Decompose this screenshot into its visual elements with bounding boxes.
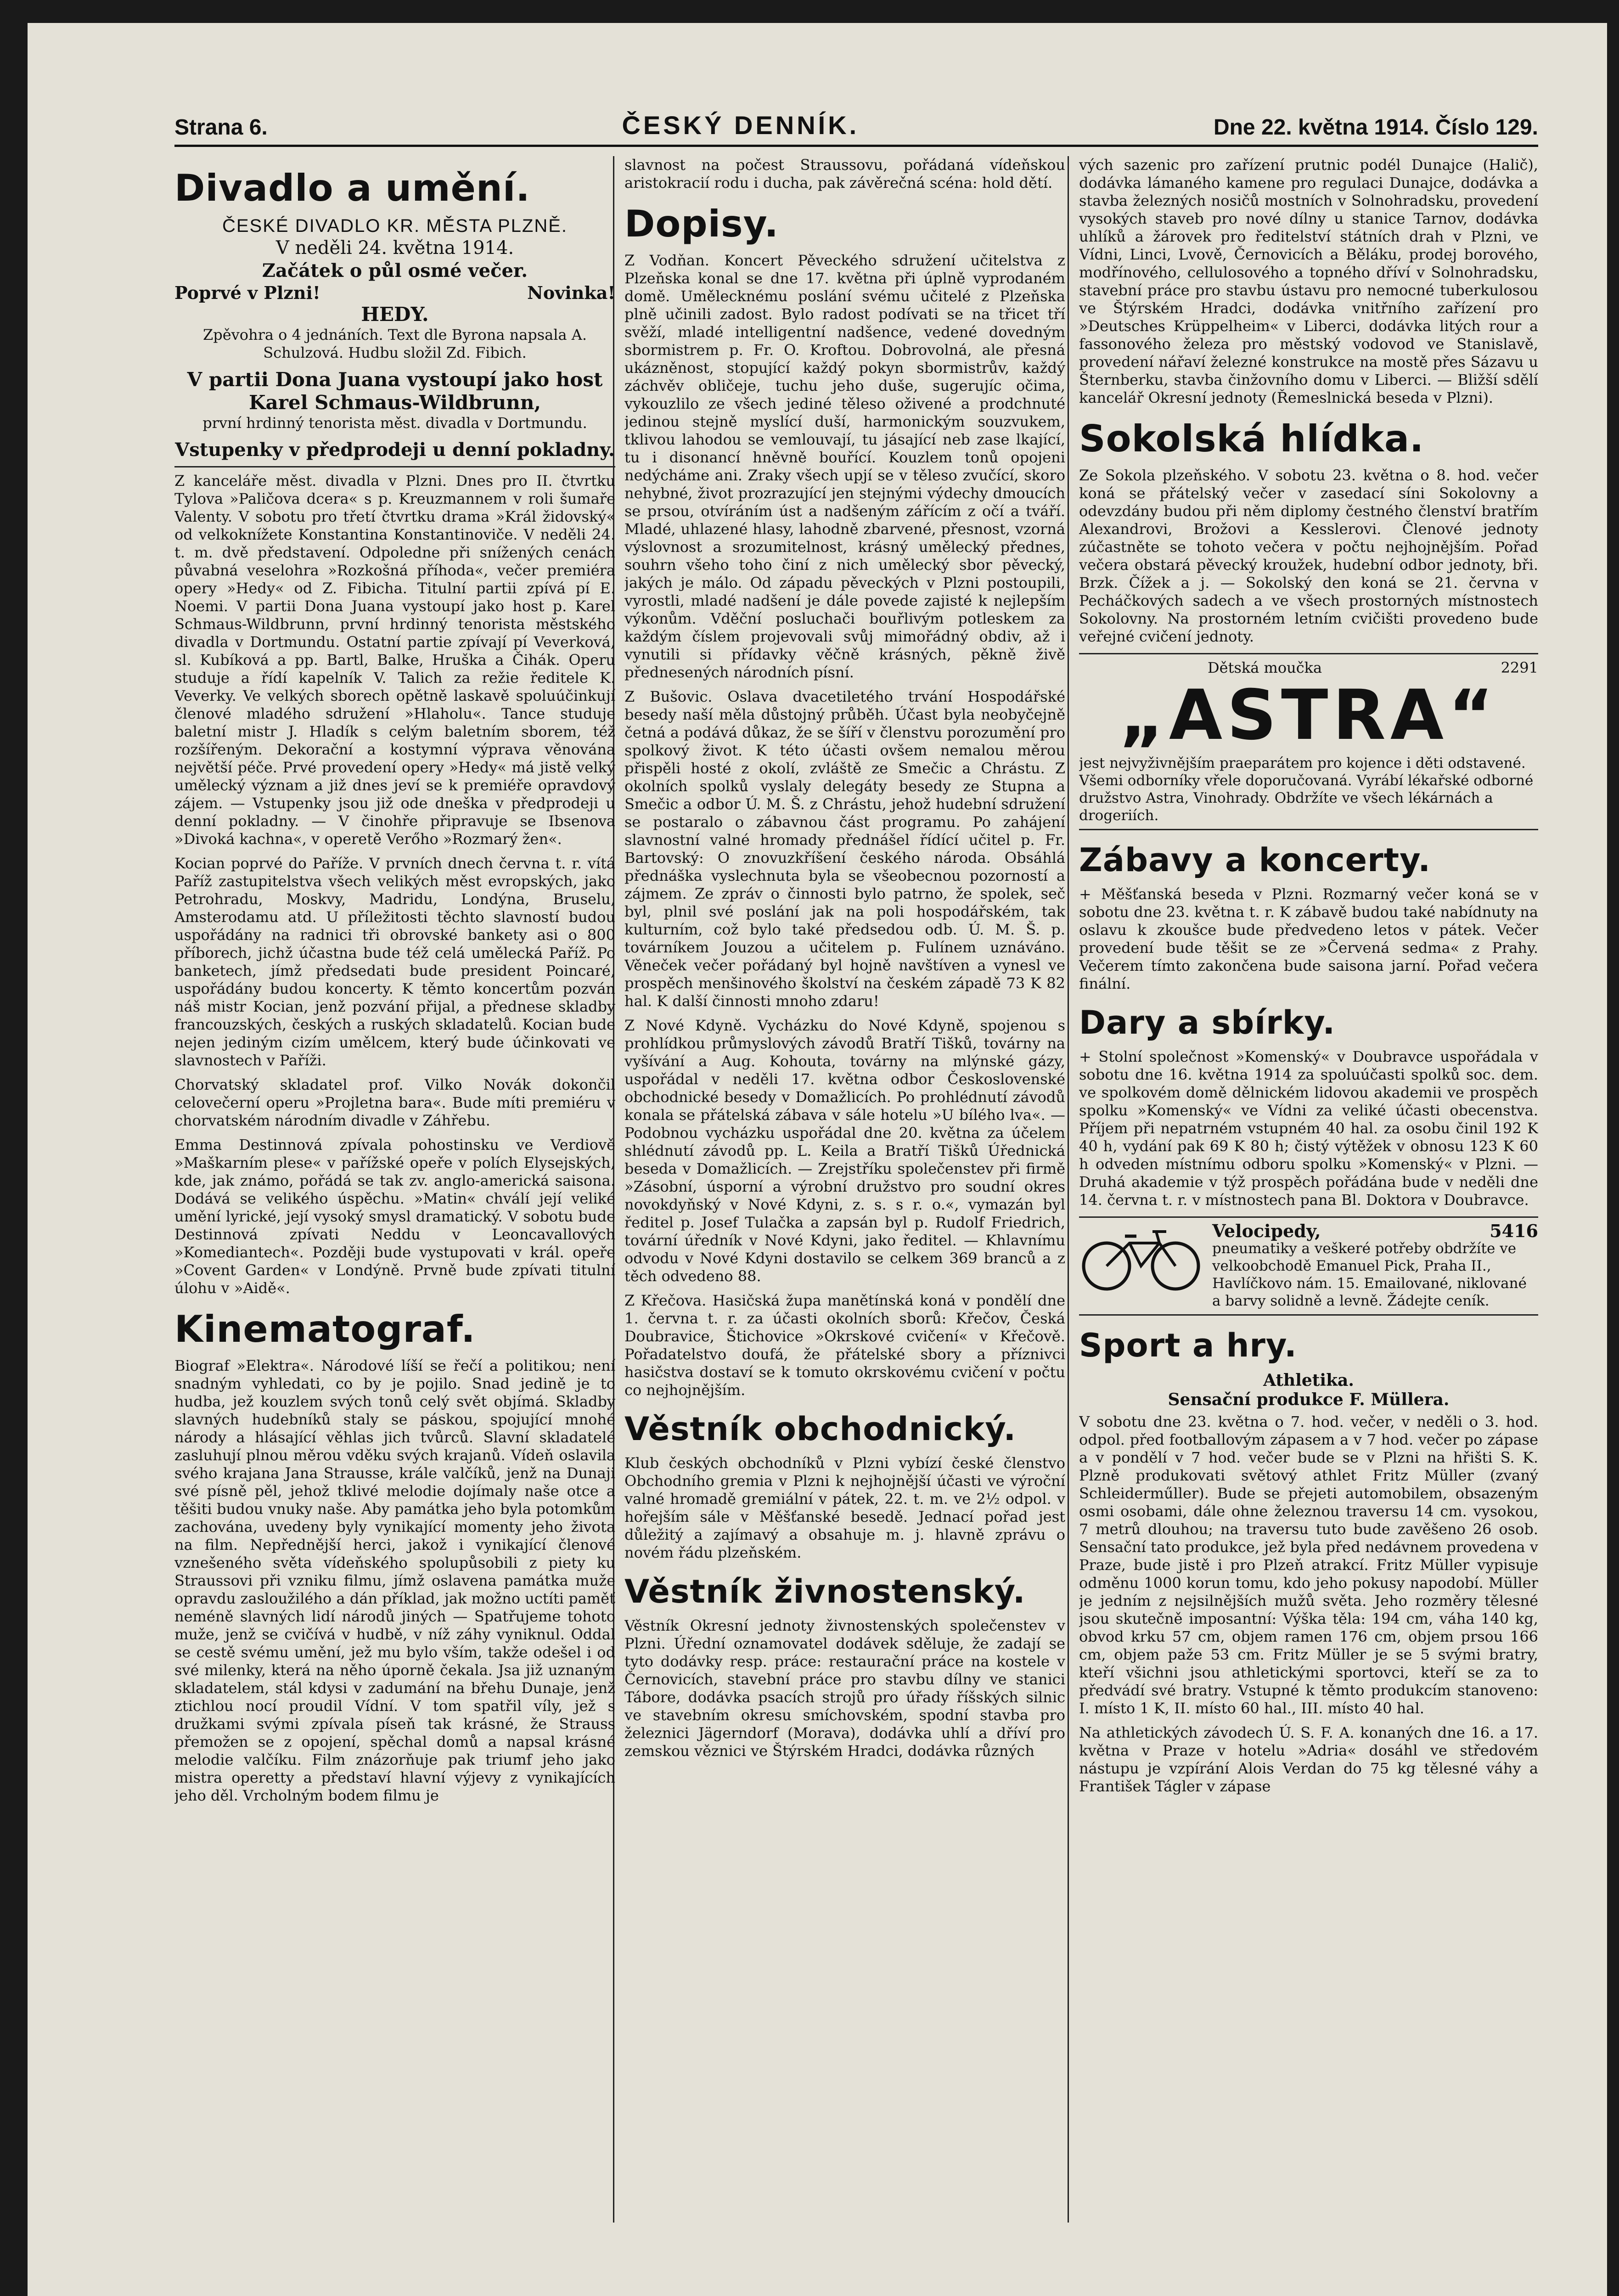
tickets-note: Vstupenky v předprodeji u denní pokladny. <box>175 439 615 461</box>
astra-ad-kicker: Dětská moučka <box>1208 659 1322 676</box>
article-paragraph: Z Bušovic. Oslava dvacetiletého trvání Hospodářské besedy naší měla důstojný průběh. Účast byla neobyčejně četná a podává důkaz, že se šíří v členstvu porozumění pro spolkový život. K této účasti ovšem nemalou měrou přispěli hosté z okolí, zvláště ze Smečic a Chrástu. Z okolních spolků vyslaly delegáty besedy ze Stupna a Smečic a odbor Ú. M. Š. z Chrástu, jehož hudební sdružení se postaralo o zábavnou část programu. Po zahájení slavnostní valné hromady přednášel řídící učitel p. Fr. Bartovský: O znovuzkříšení českého národa. Obsáhlá přednáška vyslechnuta byla se všeobecnou pozorností a zájmem. Ze zpráv o činnosti bylo patrno, že spolek, seč byl, plnil své poslání jak na poli hospodářském, tak kulturním, což bylo také předsedou odb. Ú. M. Š. p. továrníkem Jouzou a učitelem p. Fulínem uznáváno. Věneček večer pořádaný byl hojně navštíven a vynesl ve prospěch menšinového školství na českém západě 73 K 82 hal. K další činnosti mnoho zdaru! <box>624 688 1065 1010</box>
section-title-obchodnicky: Věstník obchodnický. <box>624 1410 1017 1448</box>
section-title-dary: Dary a sbírky. <box>1079 1004 1336 1041</box>
article-paragraph: + Stolní společnost »Komenský« v Doubravce uspořádala v sobotu dne 16. května 1914 za spoluúčasti spolků soc. dem. ve spolkovém domě dělnickém lidovou akademii ve prospěch spolku »Komenský« ve Vídni za veliké účasti obecenstva. Příjem při nepatrném vstupném 40 hal. za osobu činil 192 K 40 h, vydání pak 69 K 80 h; čistý výtěžek v obnosu 123 K 60 h odveden místnímu odboru spolku »Komenský« v Plzni. — Druhá akademie v týž prospěch pořádána bude v neděli dne 14. června t. r. v místnostech pana Bl. Doktora v Doubravce. <box>1079 1048 1538 1209</box>
section-title-kinematograf: Kinematograf. <box>174 1308 476 1351</box>
column-2 <box>624 156 1065 2223</box>
premiere-row <box>174 282 615 303</box>
issue-date: Dne 22. května 1914. Číslo 129. <box>1213 115 1538 140</box>
astra-ad-number: 2291 <box>1501 659 1538 676</box>
article-paragraph: Z Vodňan. Koncert Pěveckého sdružení učitelstva z Plzeňska konal se dne 17. května při úplně vyprodaném domě. Umělecknému poslání svému učitelé z Plzeňska plně učinili zadost. Bylo radost podívati se na třicet tří svěží, mladé intelligentní nadšence, vedené dovedným sbormistrem p. Fr. O. Kroftou. Dobrovolná, ale přesná ukázněnost, stopující každý pokyn sbormistrův, každý záchvěv obličeje, tuchu jeho duše, sugerujíc očima, vykouzlilo ze všech jediné těleso oživené a prodchnuté jedinou stejně myslící duší, harmonickým souzvukem, tklivou lahodou se vemlouvají, tu jásající neb zase lkající, tu i disonancí hněvně bouřící. Kouzlem tonů opojeni nedýcháme ani. Zraky všech upjí se v těleso zvučící, skoro nehybné, život prozrazující jen stejnými výdechy dmoucích se prsou, otvíráním úst a nadšeným zářícím z očí a tváří. Mladé, uhlazené hlasy, lahodně zbarvené, přesnost, vzorná výslovnost a srozumitelnost, krásný umělecký přednes, souhrn všeho toho činí z nich umělecký sbor pěvecký, jakých je málo. Od západu pěveckých v Plzni postoupili, vyrostli, mladé nadšení je dále povede zajisté k nejlepším výkonům. Vděční posluchači bouřlivým potleskem za každým číslem projevovali svůj mimořádný obdiv, až i vynutili si přídavky věčně krásných, pěkně živě přednesených národních písní. <box>624 252 1065 681</box>
article-paragraph: Z kanceláře měst. divadla v Plzni. Dnes pro II. čtvrtku Tylova »Paličova dcera« s p. Kreuzmannem v roli šumaře Valenty. V sobotu pro třetí čtvrtku drama »Král židovský« od velkoknížete Konstantina Konstantinoviče. V neděli 24. t. m. dvě představení. Odpoledne při snížených cenách půvabná veselohra »Rozkošná příhoda«, večer premiéra opery »Hedy« od Z. Fibicha. Titulní partii zpívá pí E. Noemi. V partii Dona Juana vystoupí jako host p. Karel Schmaus-Wildbrunn, první hrdinný tenorista městského divadla v Dortmundu. Ostatní partie zpívají pí Veverková, sl. Kubíková a pp. Bartl, Balke, Hruška a Čihák. Operu studuje a řídí kapelník V. Talich za režie ředitele K. Veverky. Ve velkých sborech opětně laskavě spoluúčinkují členové mladého sdružení »Hlaholu«. Tance studuje baletní mistr J. Hladík s celým baletním sborem, též rozšířeným. Dekorační a kostymní výprava věnována největší péče. Prvé provedení opery »Hedy« má jistě velký umělecký význam a již dnes jeví se k premiéře opravdový zájem. — Vstupenky jsou již ode dneška v předprodeji u denní pokladny. — V činohře připravuje se Ibsenova »Divoká kachna«, v operetě Verőho »Rozmarý žen«. <box>174 472 615 848</box>
article-paragraph: Chorvatský skladatel prof. Vilko Novák dokončil celovečerní operu »Projletna bara«. Bude míti premiéru v chorvatském národním divadle v Záhřebu. <box>174 1076 615 1129</box>
section-title-divadlo: Divadlo a umění. <box>174 167 530 209</box>
section-title-zabavy: Zábavy a koncerty. <box>1079 841 1431 879</box>
premiere-label: Poprvé v Plzni! <box>174 282 320 303</box>
sport-subtitle-2: Sensační produkce F. Müllera. <box>1168 1390 1450 1409</box>
astra-advertisement <box>1079 653 1538 830</box>
article-paragraph: Z Křečova. Hasičská župa manětínská koná v pondělí dne 1. června t. r. za účasti okolních sborů: Křečov, Česká Doubravice, Štichovice »Okrskové cvičení« v Křečově. Pořadatelstvo doufá, že přátelské sbory a příznivci hasičstva dostaví se k tomuto okrskovému cvičení v počtu co nejhojnějším. <box>624 1292 1065 1399</box>
sport-subtitle: Athletika. <box>1263 1371 1354 1390</box>
article-paragraph: V sobotu dne 23. května o 7. hod. večer, v neděli o 3. hod. odpol. před footballovým zápasem a v 7 hod. večer po zápase a v pondělí v 7 hod. večer bude se v Plzni na hřišti S. K. Plzně produkovati světový athlet Fritz Müller (zvaný Schleiderműller). Bude se přejeti automobilem, obsazeným osmi osobami, dále ohne železnou traversu 14 cm. vysokou, 7 metrů dlouhou; na traversu tuto bude zavěšeno 26 osob. Sensační tato produkce, jež byla před nedávnem provedena v Praze, bude jistě i pro Plzeň atrakcí. Fritz Müller vypisuje odměnu 1000 korun tomu, kdo jeho pokusy napodobí. Müller je jedním z nejsilnějších mužů světa. Jeho rozměry tělesné jsou skutečně imposantní: Výška těla: 194 cm, váha 140 kg, obvod krku 57 cm, objem ramen 176 cm, objem prsou 166 cm, objem paže 53 cm. Fritz Müller je se 5 svými bratry, kteří všichni jsou athletickými sportovci, kteří se za to předvádí své bratry. Vstupné k těmto produkcím stanoveno: I. místo 1 K, II. místo 60 hal., III. místo 40 hal. <box>1079 1413 1538 1717</box>
start-time: Začátek o půl osmé večer. <box>262 260 528 281</box>
section-title-dopisy: Dopisy. <box>624 203 779 245</box>
novelty-label: Novinka! <box>527 282 615 303</box>
astra-ad-header <box>1079 659 1538 676</box>
velo-text: pneumatiky a veškeré potřeby obdržíte ve velkoobchodě Emanuel Pick, Praha II., Havlíčkovo nám. 15. Emailované, niklované a barvy solidně a levně. Žádejte ceník. <box>1212 1240 1527 1309</box>
velo-number: 5416 <box>1490 1221 1538 1241</box>
section-title-sport: Sport a hry. <box>1079 1327 1297 1364</box>
play-title: HEDY. <box>361 303 429 326</box>
astra-ad-text: jest nejvyživnějším praeparátem pro kojence i děti odstavené. Všemi odborníky vřele doporučovaná. Vyrábí lékařské odborné družstvo Astra, Vinohrady. Obdržíte ve všech lékárnách a drogeriích. <box>1079 755 1534 824</box>
article-paragraph: Kocian poprvé do Paříže. V prvních dnech června t. r. vítá Paříž zastupitelstva všech velikých měst evropských, jako Petrohradu, Moskvy, Madridu, Londýna, Bruselu, Amsterodamu atd. U příležitosti těchto slavností budou uspořádány na radnici tři obrovské bankety asi o 800 příborech, jichž účastna bude též celá umělecká Paříž. Po banketech, jímž předsedati bude president Poincaré, uspořádány budou koncerty. K těmto koncertům pozván náš mistr Kocian, jenž pozvání přijal, a přednese skladby francouzských, českých a ruských skladatelů. Kocian bude nejen jediným cizím umělcem, který bude účinkovati ve slavnostech v Paříži. <box>174 855 615 1069</box>
article-paragraph: Klub českých obchodníků v Plzni vybízí české členstvo Obchodního gremia v Plzni k nejhojnější účasti ve výroční valné hromadě gremiální v pátek, 22. t. m. ve 2½ odpol. v hořejším sále v Měšťanské besedě. Jednací pořad jest důležitý a zajímavý a obsahuje m. j. hlavně zprávu o novém řádu plzeňském. <box>624 1454 1065 1561</box>
page-number: Strana 6. <box>174 115 268 140</box>
column-3 <box>1079 156 1538 2223</box>
velocipede-advertisement <box>1079 1216 1538 1316</box>
bicycle-icon <box>1079 1222 1203 1291</box>
section-title-sokolska: Sokolská hlídka. <box>1079 417 1424 460</box>
divider <box>174 466 615 467</box>
guest-announcement: V partii Dona Juana vystoupí jako host Karel Schmaus-Wildbrunn, <box>187 368 603 414</box>
article-paragraph: Biograf »Elektra«. Národové líší se řečí a politikou; není snadným vyhledati, co by je pojilo. Snad jedině je to hudba, jež kouzlem svých tonů celý svět objímá. Skladby slavných hudebníků staly se páskou, spojující mnohé národy a hlásající věhlas jich tvůrců. Slavní skladatelé zasluhují plnou měrou vděku svých krajanů. Vídeň oslavila svého krajana Jana Strausse, krále valčíků, jenž na Dunaji své písně pěl, jehož tklivé melodie dojímaly naše otce a těšiti budou vnuky naše. Aby památka jeho byla potomkům zachována, uvedeny byly vynikající momenty jeho života na film. Nepřednější herci, jakož i vynikající členové vznešeného světa vídeňského spolupůsobili z piety ku Straussovi při vzniku filmu, jímž oslavena památka muže opravdu zasloužilého a dán příklad, jak možno uctíti paměť neméně slavných lidí národů jiných — Spatřujeme tohoto muže, jenž se cvičívá v hudbě, v níž záhy vyniknul. Oddal se cestě svému umění, jež mu bylo vším, takže odešel i od své milenky, která na něho úporně čekala. Jsa již uznaným skladatelem, stál kdysi v zadumání na břehu Dunaje, jenž ztichlou nocí proudil Vídní. V tom spatřil víly, jež s družkami svými zpívala píseň tak krásné, že Strauss přemožen se z opojení, spěchal domů a napsal krásné melodie valčíku. Film znázorňuje pak triumf jeho jako mistra operetty a představí hlavní výjevy z vynikajících jeho děl. Vrcholným bodem filmu je <box>174 1357 615 1804</box>
article-paragraph: Emma Destinnová zpívala pohostinsku ve Verdiově »Maškarním plese« v pařížské opeře v polích Elysejských, kde, jak známo, pořádá se tak zv. anglo-americká saisona. Dodává se velikého úspěchu. »Matin« chválí její veliké umění lyrické, její vysoký smysl dramatický. V sobotu bude Destinnová zpívati Neddu v Leoncavallových »Komediantech«. Později bude vystupovati v král. opeře »Covent Garden« v Londýně. Prvně bude zpívati titulní úlohu v »Aidě«. <box>174 1136 615 1297</box>
performance-date: V neděli 24. května 1914. <box>275 237 514 259</box>
article-paragraph: Věstník Okresní jednoty živnostenských společenstev v Plzni. Úřední oznamovatel dodávek sděluje, že zadají se tyto dodávky resp. práce: restaurační práce na kostele v Černovicích, stavební práce pro stavbu dílny ve stanici Tábore, dodávka psacích strojů pro úřady říšských silnic ve stavebním okresu smíchovském, spodní stavba pro železnici Jägerndorf (Morava), dodávka uhlí a dříví pro zemskou věznici ve Štýrském Hradci, dodávka různých <box>624 1617 1065 1760</box>
page-header <box>174 101 1538 147</box>
article-paragraph: slavnost na počest Straussovu, pořádaná vídeňskou aristokracií rodu i ducha, pak závěrečná scéna: hold dětí. <box>624 156 1065 191</box>
article-paragraph: vých sazenic pro zařízení prutnic podél Dunajce (Halič), dodávka lámaného kamene pro regulaci Dunajce, dodávka a stavba železných nosičů mostních v Solnohradsku, provedení vysokých staveb pro nové dílny u stanice Tarnov, dodávka uhlíků a žárovek pro ředitelství státních drah v Plzni, ve Vídni, Linci, Lvově, Černovicích a Běláku, prodej borového, modřínového, cellulosového a topného dříví v Solnohradsku, stavební práce pro stavbu ústavu pro nemocné tuberkulosou ve Štýrském Hradci, dodávka vnitřního zařízení pro »Deutsches Krüppelheim« v Liberci, dodávka litých rour a fassonového železa pro městský vodovod ve Stanislavě, provedení nářaví železné konstrukce na mostě přes Sázavu u Šternberku, stavba činžovního domu v Liberci. — Bližší sdělí kancelář Okresní jednoty (Řemeslnická beseda v Plzni). <box>1079 156 1538 406</box>
theatre-name: ČESKÉ DIVADLO KR. MĚSTA PLZNĚ. <box>222 216 568 236</box>
astra-brand: „ASTRA“ <box>1119 675 1498 755</box>
velo-header <box>1212 1222 1538 1240</box>
masthead: ČESKÝ DENNÍK. <box>622 111 860 140</box>
article-paragraph: Z Nové Kdyně. Vycházku do Nové Kdyně, spojenou s prohlídkou průmyslových závodů Bratří Tišků, továrny na vyšívání a Aug. Kohouta, továrny na mlýnské gázy, uspořádal v neděli 17. května odbor Československé obchodnické besedy v Domažlicích. Po prohlédnutí závodů konala se přátelská zábava v sále hotelu »U bílého lva«. — Podobnou vycházku uspořádal dne 20. května za účelem shlédnutí závodů pp. L. Keila a Bratří Tišků Úřednická beseda v Domažlicích. — Zrejstříku společenstev při firmě »Zásobní, úsporní a výrobní družstvo pro soudní okres novokdyňský v Nové Kdyni, z. s. s r. o.«, vymazán byl ředitel p. Josef Tulačka a zapsán byl p. Rudolf Friedrich, tovární úředník v Nové Kdyni, jako ředitel. — Khlavnímu odvodu v Nové Kdyni dostavilo se celkem 369 branců a z těch odvedeno 88. <box>624 1017 1065 1285</box>
section-title-zivnostensky: Věstník živnostenský. <box>624 1573 1026 1610</box>
velo-title: Velocipedy, <box>1212 1221 1321 1241</box>
column-1 <box>174 156 615 2223</box>
article-paragraph: Ze Sokola plzeňského. V sobotu 23. května o 8. hod. večer koná se přátelský večer v zasedací síni Sokolovny a odevzdány budou při něm diplomy čestného členství bratřím Alexandrovi, Brožovi a Kesslerovi. Členové jednoty zúčastněte se tohoto večera v počtu nejhojnějším. Pořad večera obstará pěvecký kroužek, hudební odbor jednoty, bři. Brzk. Čížek a j. — Sokolský den koná se 21. června v Pecháčkových sadech a ve všech prostorných místnostech Sokolovny. Na prostorném letním cvičišti provedeno bude veřejné cvičení jednoty. <box>1079 467 1538 645</box>
play-description: Zpěvohra o 4 jednáních. Text dle Byrona napsala A. Schulzová. Hudbu složil Zd. Fibich. <box>202 326 587 361</box>
article-paragraph: + Měšťanská beseda v Plzni. Rozmarný večer koná se v sobotu dne 23. května t. r. K zábavě budou také nabídnuty na oslavu k zkoušce bude předvedeno letos v pátek. Večer provedení bude těšit se ze »Červená sedma« z Prahy. Večerem tímto zakončena bude saisona jarní. Pořad večera finální. <box>1079 885 1538 992</box>
guest-description: první hrdinný tenorista měst. divadla v Dortmundu. <box>202 414 587 432</box>
column-divider <box>1068 156 1069 2223</box>
article-paragraph: Na athletických závodech Ú. S. F. A. konaných dne 16. a 17. května v Praze v hotelu »Adria« dosáhl ve středovém nástupu je vzpírání Alois Verdan do 75 kg tělesné váhy a František Tágler v zápase <box>1079 1724 1538 1795</box>
newspaper-page <box>28 23 1607 2296</box>
